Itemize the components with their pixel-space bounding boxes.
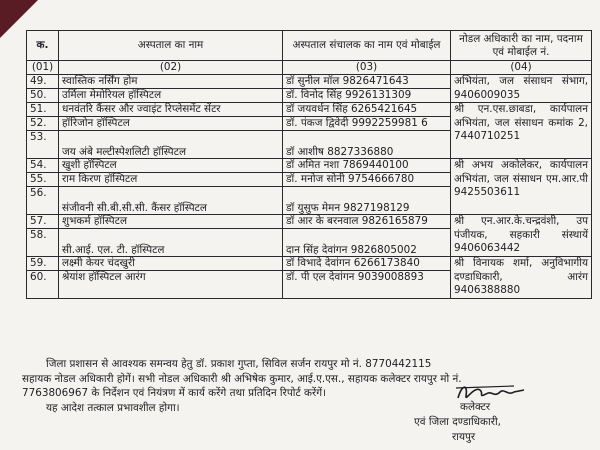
hospital-cell: खुशी हॉस्पिटल	[59, 159, 283, 173]
hospital-cell: लक्ष्मी केयर चंदखुरी	[59, 257, 283, 271]
table-row	[27, 159, 592, 173]
hospital-cell: सी.आई. एल. टी. हॉस्पिटल	[59, 229, 283, 257]
serial-cell: 51.	[27, 103, 59, 117]
hospital-cell: श्रेयांश हॉस्पिटल आरंग	[59, 271, 283, 299]
hospital-cell: उर्मिला मेमोरियल हॉस्पिटल	[59, 89, 283, 103]
serial-cell: 54.	[27, 159, 59, 173]
footer-line: 7763806967 के निर्देशन एवं नियंत्रण में कार्य करेंगे तथा प्रतिदिन रिपोर्ट करेंगें।	[22, 387, 327, 399]
serial-cell: 58.	[27, 229, 59, 257]
operator-cell: डॉ आर के बरनवाल 9826165879	[283, 215, 451, 229]
footer-effective-line: यह आदेश तत्काल प्रभावशील होगा।	[46, 401, 180, 414]
table-row	[27, 257, 592, 271]
footer-line: सहायक नोडल अधिकारी होगें। सभी नोडल अधिकारी श्री अभिषेक कुमार, आई.ए.एस., सहायक कलेक्टर रायपुर मो नं.	[22, 372, 462, 385]
serial-cell: 50.	[27, 89, 59, 103]
serial-cell: 59.	[27, 257, 59, 271]
operator-cell: डॉ आशीष 8827336880	[283, 131, 451, 159]
hospital-cell: हॉरिजोन हॉस्पिटल	[59, 117, 283, 131]
nodal-officer-cell: श्री विनायक शर्मा, अनुविभागीय दण्डाधिकारी, आरंग 9406388880	[451, 257, 592, 299]
nodal-officer-cell: श्री अभय अकोलेकर, कार्यपालन अभियंता, जल संसाधन एम.आर.पी 9425503611	[451, 159, 592, 215]
hospital-cell: जय अंबे मल्टीस्पेशलिटी हॉस्पिटल	[59, 131, 283, 159]
operator-cell: डॉ. पी एल देवांगन 9039008893	[283, 271, 451, 299]
nodal-officer-cell: अभियंता, जल संसाधन संभाग, 9406009035	[451, 75, 592, 103]
column-number-row	[27, 61, 592, 75]
operator-cell: डॉ. मनोज सोनी 9754666780	[283, 173, 451, 187]
serial-cell: 56.	[27, 187, 59, 215]
operator-cell: डॉ. पंकज द्विवेदी 9992259981 6	[283, 117, 451, 131]
col-number: (01)	[27, 61, 59, 75]
signature-place: रायपुर	[452, 431, 476, 443]
operator-cell: डॉ विभादे देवांगन 6266173840	[283, 257, 451, 271]
operator-cell: डॉ युसुफ मेमन 9827198129	[283, 187, 451, 215]
header-nodal-officer: नोडल अधिकारी का नाम, पदनाम एवं मोबाईल नं.	[451, 31, 592, 61]
serial-cell: 57.	[27, 215, 59, 229]
signature-title: कलेक्टर	[460, 401, 491, 413]
signature-block	[414, 380, 596, 450]
hospital-cell: धनवंतरि कैंसर और ज्वाइंट रिप्लेसमेंट सेंटर	[59, 103, 283, 117]
table-row	[27, 75, 592, 89]
operator-cell: डॉ अमित नशा 7869440100	[283, 159, 451, 173]
nodal-officer-cell: श्री एन.एस.छाबडा, कार्यपालन अभियंता, जल संसाधन कमांक 2, 7440710251	[451, 103, 592, 159]
serial-cell: 52.	[27, 117, 59, 131]
serial-cell: 49.	[27, 75, 59, 89]
hospital-cell: संजीवनी सी.बी.सी.सी. कैंसर हॉस्पिटल	[59, 187, 283, 215]
col-number: (02)	[59, 61, 283, 75]
serial-cell: 55.	[27, 173, 59, 187]
operator-cell: दान सिंह देवांगन 9826805002	[283, 229, 451, 257]
col-number: (04)	[451, 61, 592, 75]
header-hospital-name: अस्पताल का नाम	[59, 31, 283, 61]
operator-cell: डॉ. विनोद सिंह 9926131309	[283, 89, 451, 103]
hospital-nodal-table	[26, 30, 592, 299]
operator-cell: डॉ सुनील मॉल 9826471643	[283, 75, 451, 89]
operator-cell: डॉ जयवर्धन सिंह 6265421645	[283, 103, 451, 117]
serial-cell: 53.	[27, 131, 59, 159]
table-row	[27, 103, 592, 117]
hospital-cell: शुभकर्म हॉस्पिटल	[59, 215, 283, 229]
nodal-officer-cell: श्री एन.आर.के.चन्द्रवंशी, उप पंजीयक, सहकारी संस्थायें 9406063442	[451, 215, 592, 257]
signature-designation: एवं जिला दण्डाधिकारी,	[414, 416, 501, 428]
footer-line: जिला प्रशासन से आवश्यक समन्वय हेतु डॉ. प्रकाश गुप्ता, सिविल सर्जन रायपुर मो नं. 8770442115	[46, 358, 432, 370]
col-number: (03)	[283, 61, 451, 75]
table-header-row	[27, 31, 592, 61]
table-row	[27, 215, 592, 229]
header-serial: क.	[27, 31, 59, 61]
hospital-cell: स्वास्तिक नर्सिंग होम	[59, 75, 283, 89]
hospital-cell: राम किरण हॉस्पिटल	[59, 173, 283, 187]
serial-cell: 60.	[27, 271, 59, 299]
header-operator: अस्पताल संचालक का नाम एवं मोबाईल	[283, 31, 451, 61]
